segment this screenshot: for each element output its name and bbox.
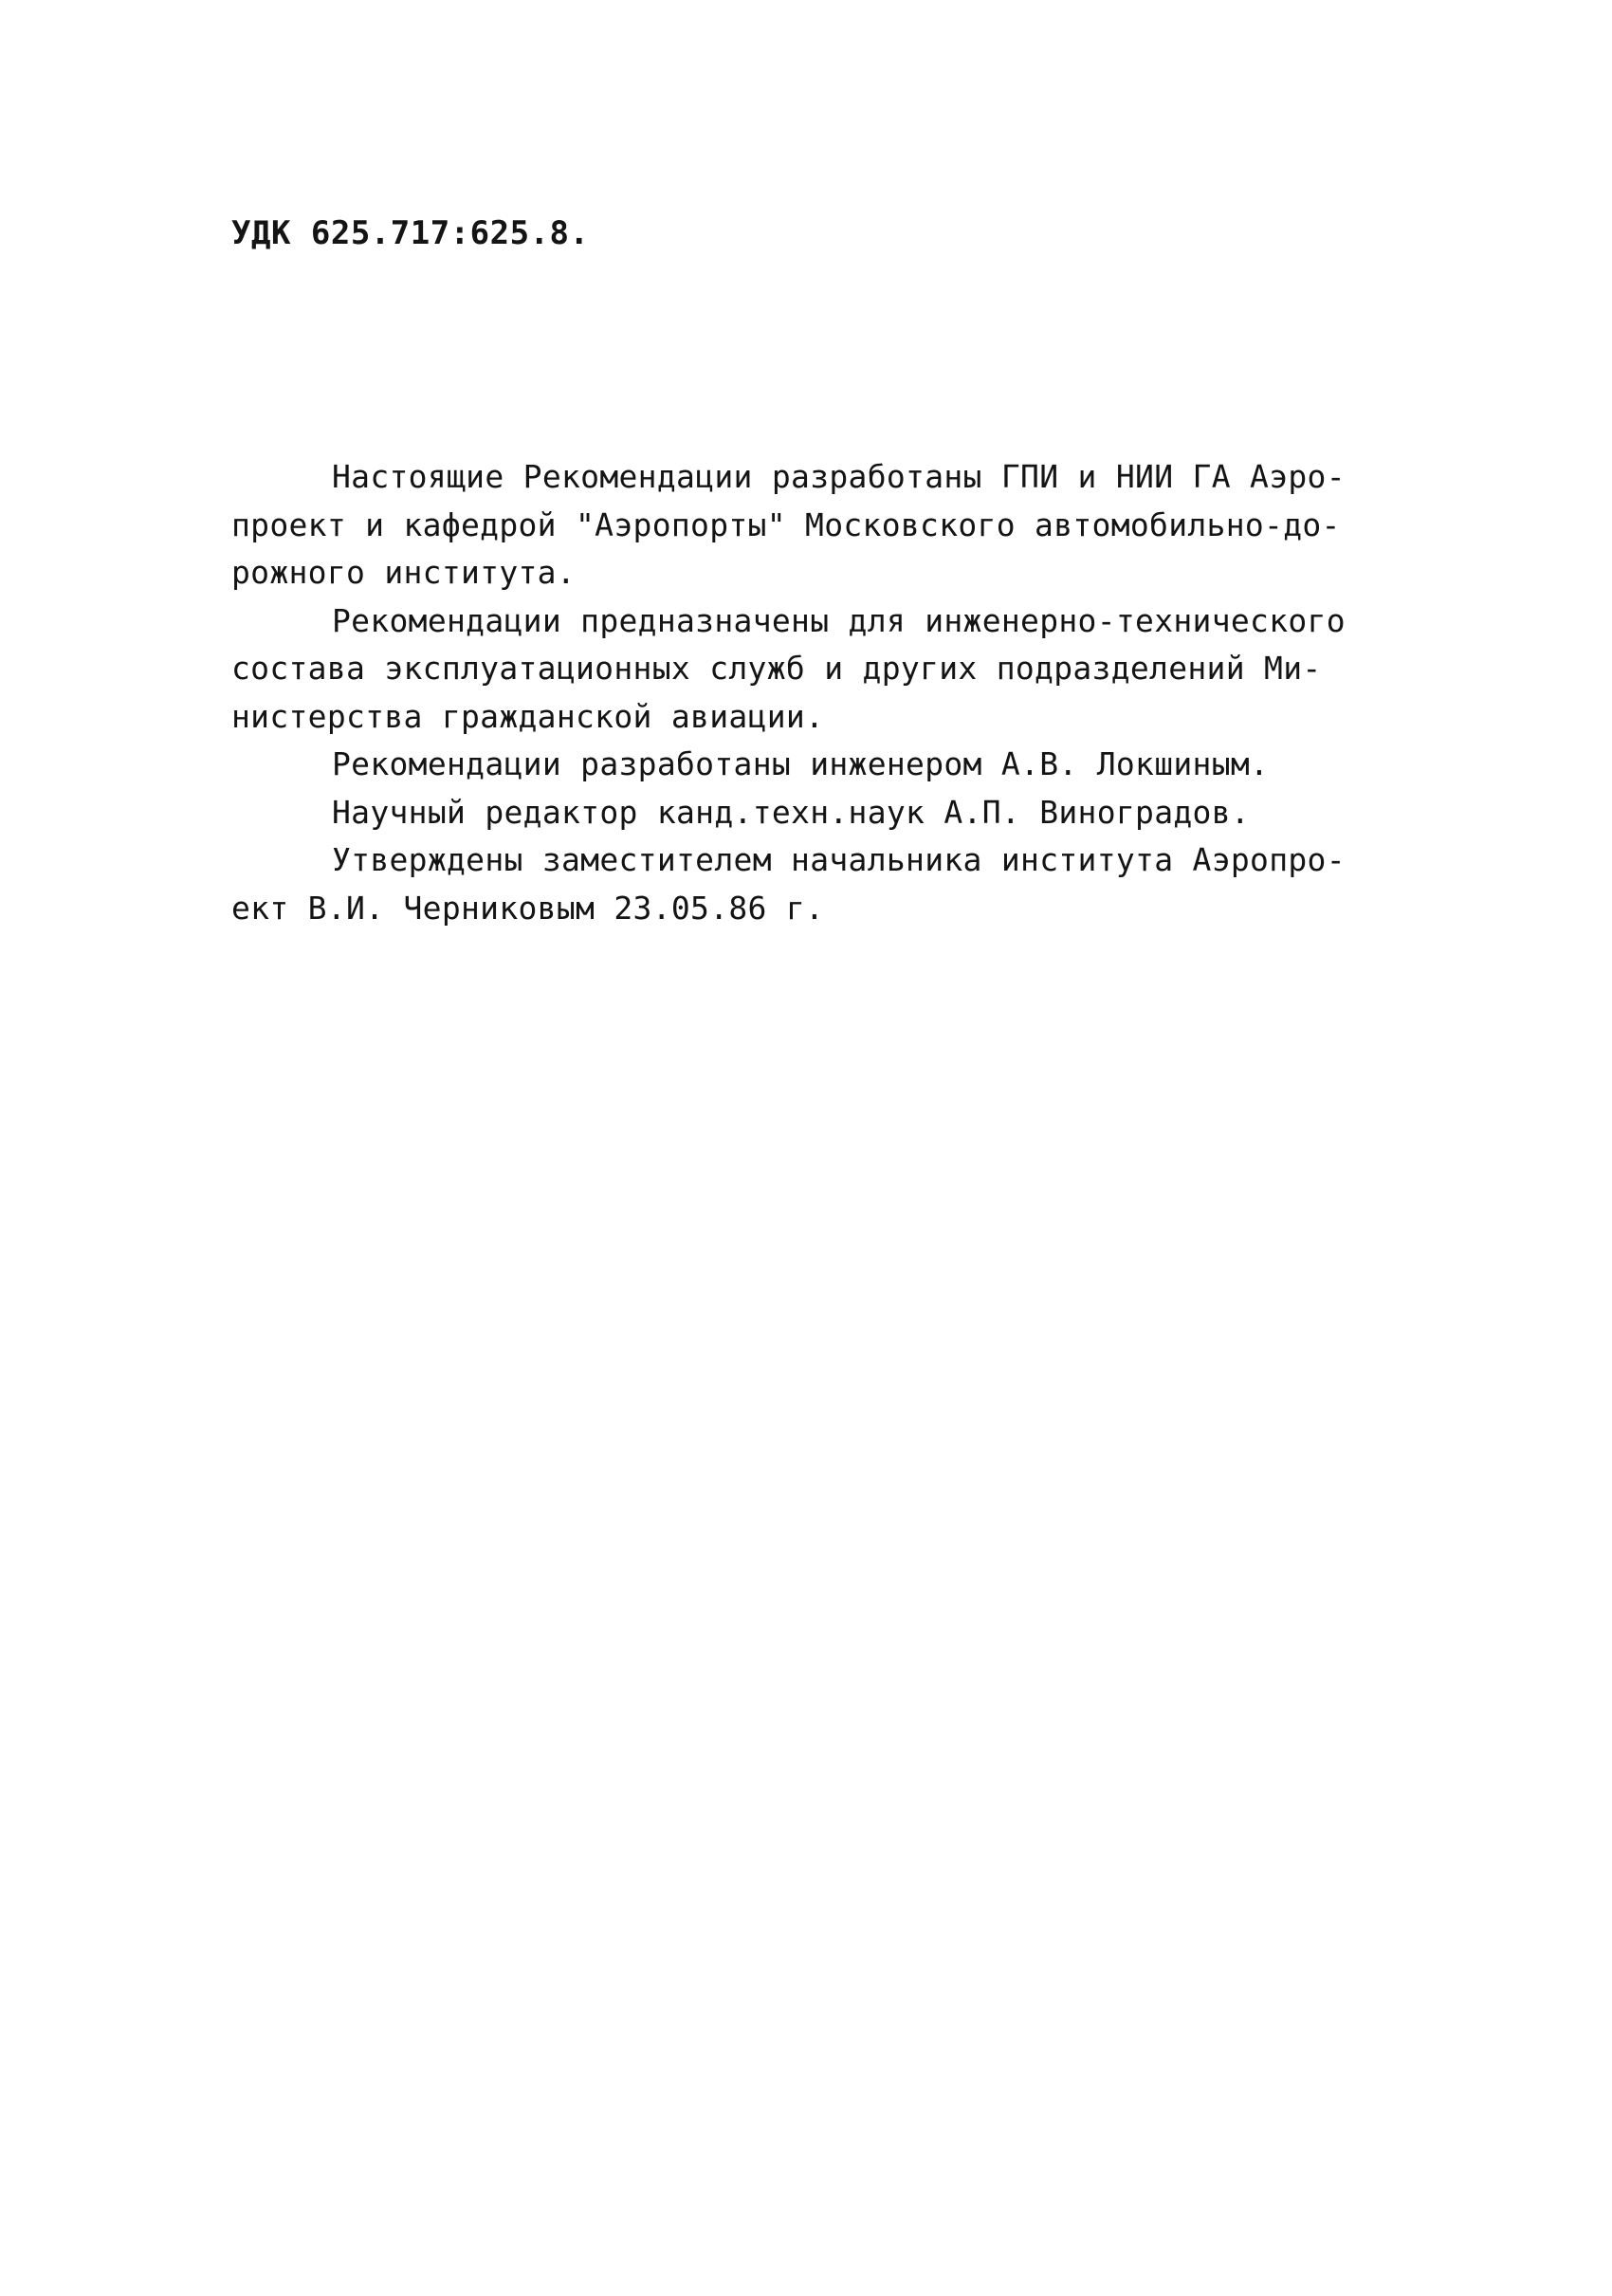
text-line: Научный редактор канд.техн.наук А.П. Виноградов. [332, 793, 1251, 831]
udk-code: УДК 625.717:625.8. [231, 214, 590, 252]
text-line: Утверждены заместителем начальника института Аэропро- [332, 841, 1346, 878]
text-line: нистерства гражданской авиации. [231, 697, 825, 735]
text-line: проект и кафедрой "Аэропорты" Московского автомобильно-до- [231, 505, 1341, 543]
document-body [231, 453, 1388, 932]
text-line: рожного института. [231, 554, 577, 591]
text-line: Рекомендации разработаны инженером А.В. Локшиным. [332, 745, 1270, 782]
text-line: состава эксплуатационных служб и других подразделений Ми- [231, 650, 1322, 687]
text-line: Рекомендации предназначены для инженерно-технического [332, 601, 1346, 639]
text-line: ект В.И. Черниковым 23.05.86 г. [231, 889, 825, 927]
text-line: Настоящие Рекомендации разработаны ГПИ и НИИ ГА Аэро- [332, 458, 1346, 495]
